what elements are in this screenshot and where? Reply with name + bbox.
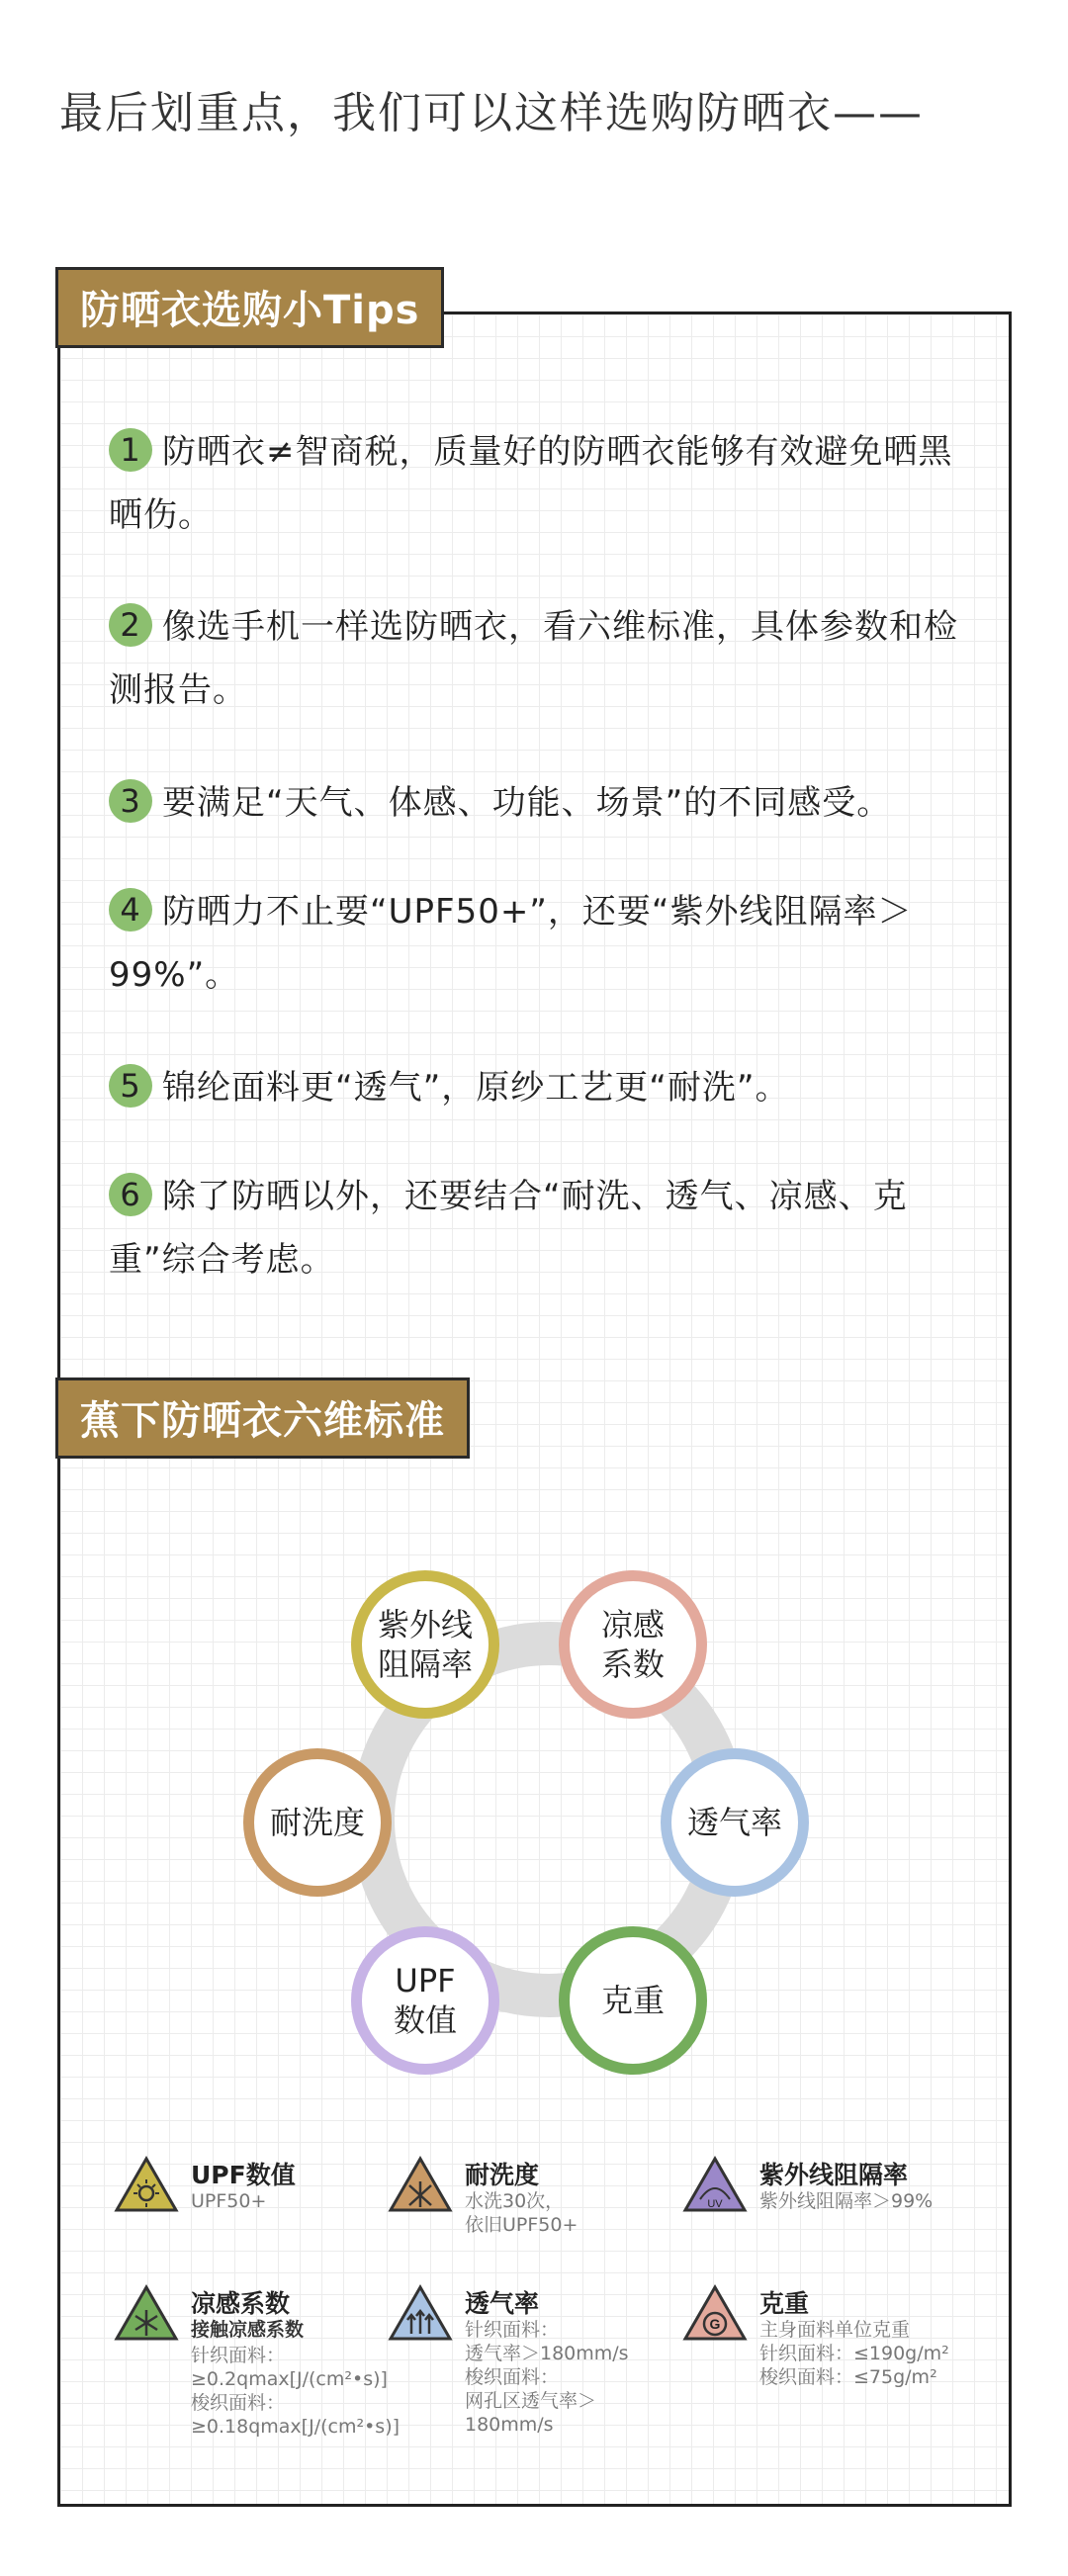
weight-badge-text: G (709, 2316, 721, 2332)
legend-title: 紫外线阻隔率 (759, 2161, 909, 2189)
legend-title: 透气率 (465, 2289, 540, 2318)
number-badge: 5 (109, 1064, 152, 1108)
uv-badge-text: UV (707, 2198, 723, 2210)
dimension-weight: 克重 (559, 1926, 707, 2075)
number-badge: 6 (109, 1173, 152, 1216)
tip-item-2 (109, 595, 959, 722)
intro-text: 最后划重点，我们可以这样选购防晒衣—— (59, 88, 924, 138)
legend-desc: 主身面料单位克重 针织面料：≤190g/m² 梭织面料：≤75g/m² (759, 2319, 949, 2388)
number-badge: 4 (109, 888, 152, 932)
dimension-wash: 耐洗度 (243, 1748, 392, 1897)
tip-item-4 (109, 880, 959, 1007)
legend-desc: 水洗30次， 依旧UPF50+ (465, 2190, 578, 2236)
tip-item-6 (109, 1165, 959, 1291)
sun-icon (114, 2156, 179, 2213)
number-badge: 2 (109, 603, 152, 647)
tip-text: 防晒衣≠智商税，质量好的防晒衣能够有效避免晒黑晒伤。 (109, 432, 953, 535)
section-title-tips: 防晒衣选购小Tips (55, 267, 444, 348)
tip-text: 要满足“天气、体感、功能、场景”的不同感受。 (162, 783, 892, 823)
tip-text: 除了防晒以外，还要结合“耐洗、透气、凉感、克重”综合考虑。 (109, 1177, 908, 1280)
tip-text: 防晒力不止要“UPF50+”，还要“紫外线阻隔率＞99%”。 (109, 892, 913, 995)
legend-desc: UPF50+ (191, 2190, 267, 2212)
legend-desc: 针织面料： ≥0.2qmax[J/(cm²•s)] 梭织面料： ≥0.18qmax[J/(cm²•s)] (191, 2345, 400, 2438)
legend-desc: 紫外线阻隔率＞99% (759, 2190, 934, 2212)
airflow-icon (388, 2284, 453, 2342)
legend-title: 克重 (759, 2289, 810, 2318)
tip-text: 像选手机一样选防晒衣，看六维标准，具体参数和检测报告。 (109, 607, 958, 710)
number-badge: 3 (109, 779, 152, 823)
tip-item-3 (109, 771, 959, 835)
legend-title: 耐洗度 (465, 2161, 540, 2189)
dimension-cooling: 凉感 系数 (559, 1570, 707, 1719)
legend-title: UPF数值 (191, 2161, 296, 2189)
dimension-breathability: 透气率 (661, 1748, 809, 1897)
dimension-uv-block: 紫外线 阻隔率 (351, 1570, 499, 1719)
legend-desc: 针织面料： 透气率＞180mm/s 梭织面料： 网孔区透气率＞180mm/s (465, 2319, 629, 2436)
snowflake-icon (114, 2284, 179, 2342)
uv-icon (682, 2156, 748, 2213)
wash-icon (388, 2156, 453, 2213)
number-badge: 1 (109, 428, 152, 472)
legend-title: 凉感系数 (191, 2289, 291, 2318)
tip-item-5 (109, 1056, 959, 1119)
legend-highlight: 接触凉感系数 (191, 2319, 305, 2341)
weight-icon (682, 2284, 748, 2342)
tip-text: 锦纶面料更“透气”，原纱工艺更“耐洗”。 (162, 1068, 790, 1108)
section-title-standards: 蕉下防晒衣六维标准 (55, 1377, 470, 1459)
dimension-upf: UPF 数值 (351, 1926, 499, 2075)
tip-item-1 (109, 420, 959, 547)
